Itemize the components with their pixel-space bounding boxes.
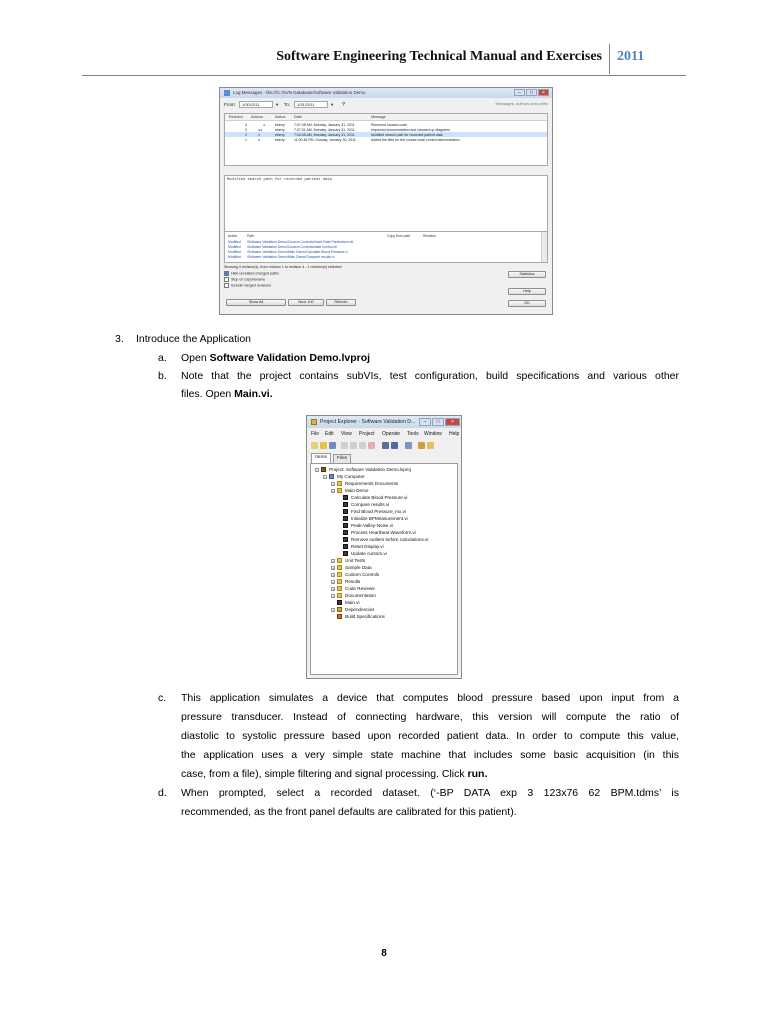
- tree-item-vi[interactable]: Main.vi: [331, 599, 360, 606]
- close-icon[interactable]: ×: [538, 89, 549, 96]
- from-date-picker[interactable]: 1/30/2011: [239, 101, 273, 108]
- header-separator: [609, 44, 610, 74]
- folder-icon: [337, 586, 342, 591]
- paths-header: Action Path Copy from path Revision: [228, 233, 437, 238]
- labview-icon: [311, 419, 317, 425]
- expand-icon: +: [332, 607, 335, 613]
- chevron-down-icon[interactable]: ▾: [276, 102, 279, 107]
- minimize-icon[interactable]: –: [419, 418, 431, 426]
- cut-icon[interactable]: [341, 442, 348, 449]
- vi-icon: [343, 530, 348, 535]
- tool-icon[interactable]: [418, 442, 425, 449]
- column-header[interactable]: Message: [371, 115, 386, 119]
- actions-icon: ●: [258, 132, 261, 137]
- menu-project[interactable]: Project: [359, 431, 375, 437]
- vi-icon: [343, 523, 348, 528]
- close-icon[interactable]: ×: [445, 418, 460, 426]
- substep-c-line: the application uses a very simple state machine that includes some basic acquisition (in this: [181, 749, 679, 761]
- expand-icon: +: [332, 558, 335, 564]
- log-window-titlebar: [220, 88, 552, 98]
- table-row[interactable]: 3 ●● ekerry 7:07:31 AM, Monday, January 31, 2011 Improved documentation and cleaned up diagrams: [245, 127, 450, 132]
- project-explorer-screenshot: [306, 415, 462, 679]
- save-icon[interactable]: [329, 442, 336, 449]
- actions-icon: ●: [263, 122, 266, 127]
- header-rule: [82, 75, 686, 76]
- build-icon: [337, 614, 342, 619]
- deploy-icon[interactable]: [391, 442, 398, 449]
- expand-icon: +: [332, 586, 335, 592]
- table-row[interactable]: 4 ● ekerry 7:07:45 AM, Monday, January 31, 2011 Removed unused code: [245, 122, 407, 127]
- table-row[interactable]: 1 ● ekerry 11:00:46 PM, Sunday, January 30, 2011 Added the files for the course code control demonstration: [245, 137, 460, 142]
- menu-help[interactable]: Help: [449, 431, 460, 437]
- substep-c-line: case, from a file), simple filtering and signal processing. Click run.: [181, 768, 488, 780]
- vi-icon: [343, 495, 348, 500]
- folder-icon: [337, 565, 342, 570]
- substep-d-line: When prompted, select a recorded dataset. (‘-BP DATA exp 3 123x76 62 BPM.tdms’ is: [181, 787, 679, 799]
- app-icon: [224, 90, 230, 96]
- tree-item-vi[interactable]: Remove outliers before calculations.vi: [341, 536, 428, 543]
- vi-icon: [343, 537, 348, 542]
- project-tree: [310, 463, 458, 675]
- view-icon[interactable]: [405, 442, 412, 449]
- project-window-titlebar: [307, 416, 461, 428]
- column-header[interactable]: Author: [275, 115, 286, 119]
- date-filter-bar: [224, 101, 548, 110]
- menu-operate[interactable]: Operate: [382, 431, 401, 437]
- hide-unrelated-checkbox[interactable]: Hide unrelated changed paths: [224, 271, 279, 276]
- substep-d-line: recommended, as the front panel defaults are calibrated for this patient).: [181, 806, 517, 818]
- tree-item-project[interactable]: − Project: Software Validation Demo.lvproj: [316, 467, 411, 473]
- dependencies-icon: [337, 607, 342, 612]
- menu-window[interactable]: Window: [424, 431, 442, 437]
- settings-icon[interactable]: [427, 442, 434, 449]
- substep-b-line: Note that the project contains subVIs, test configuration, build specifications and various other: [181, 370, 679, 382]
- revision-table: [224, 113, 548, 166]
- tree-item-folder[interactable]: − Main Demo: [332, 488, 369, 494]
- substep-c-line: pressure transducer. Instead of connecting hardware, this version will compute the ratio of: [181, 711, 679, 723]
- expand-icon: +: [332, 565, 335, 571]
- tree-item-vi[interactable]: Find Blood Pressure_mx.vi: [341, 508, 406, 515]
- expand-icon: +: [332, 593, 335, 599]
- from-label: From:: [224, 102, 236, 107]
- new-icon[interactable]: [311, 442, 318, 449]
- search-icon[interactable]: ⚲: [342, 101, 346, 106]
- ok-button[interactable]: OK: [508, 300, 546, 307]
- header-year: 2011: [617, 49, 645, 64]
- collapse-icon: −: [324, 474, 327, 480]
- copy-icon[interactable]: [350, 442, 357, 449]
- tree-item-folder[interactable]: + Code Reviews: [332, 586, 375, 592]
- substep-b-line: files. Open Main.vi.: [181, 388, 273, 400]
- column-header[interactable]: Revision: [229, 115, 243, 119]
- maximize-icon[interactable]: □: [526, 89, 537, 96]
- paths-scrollbar[interactable]: [541, 232, 547, 262]
- tree-item-vi[interactable]: Compare results.vi: [341, 501, 389, 508]
- tree-item-vi[interactable]: Peak-Valley-Noise.vi: [341, 522, 393, 529]
- tree-item-vi[interactable]: Process Heartbeat Waveform.vi: [341, 529, 416, 536]
- log-message-text: Modified search path for recorded patient data: [227, 178, 332, 182]
- include-merged-checkbox[interactable]: Include merged revisions: [224, 283, 271, 288]
- menu-edit[interactable]: Edit: [325, 431, 334, 437]
- window-controls: [514, 89, 550, 97]
- tree-item-vi[interactable]: Update cursors.vi: [341, 550, 387, 557]
- help-button[interactable]: Help: [508, 288, 546, 295]
- tree-item-folder[interactable]: + Unit Tests: [332, 558, 366, 564]
- menu-bar: [309, 431, 461, 439]
- page-number: 8: [381, 948, 387, 959]
- tree-item-folder[interactable]: + Sample Data: [332, 565, 372, 571]
- to-date-picker[interactable]: 1/31/2011: [294, 101, 328, 108]
- tree-item-folder[interactable]: + Requirements Documents: [332, 481, 399, 487]
- path-row[interactable]: Modified /Software Validation Demo/Custom Controls/Heart Rate Parameters.ctl: [228, 239, 354, 244]
- paste-icon[interactable]: [359, 442, 366, 449]
- maximize-icon[interactable]: □: [432, 418, 444, 426]
- refresh-button[interactable]: Refresh: [326, 299, 356, 306]
- open-icon[interactable]: [320, 442, 327, 449]
- statistics-button[interactable]: Statistics: [508, 271, 546, 278]
- project-icon: [321, 467, 326, 472]
- log-messages-screenshot: [219, 87, 553, 315]
- show-all-button[interactable]: Show All: [226, 299, 286, 306]
- substep-label: d.: [158, 787, 167, 799]
- vi-icon: [343, 516, 348, 521]
- minimize-icon[interactable]: –: [514, 89, 525, 96]
- collapse-icon: −: [316, 467, 319, 473]
- project-window-title: Project Explorer - Software Validation D...: [320, 419, 416, 425]
- changed-paths-table: [224, 231, 548, 263]
- computer-icon: [329, 474, 334, 479]
- log-message-textarea[interactable]: [224, 175, 548, 233]
- menu-tools[interactable]: Tools: [407, 431, 419, 437]
- menu-view[interactable]: View: [341, 431, 352, 437]
- tree-item-folder[interactable]: + Results: [332, 579, 361, 585]
- substep-label: a.: [158, 352, 167, 364]
- tab-files[interactable]: Files: [333, 454, 351, 463]
- path-row[interactable]: Modified /Software Validation Demo/Main Demo/Compare results.vi: [228, 254, 335, 259]
- toolbar: [309, 441, 459, 451]
- column-header[interactable]: Actions: [251, 115, 263, 119]
- substep-a: Open Software Validation Demo.lvproj: [181, 352, 371, 364]
- folder-icon: [337, 558, 342, 563]
- vi-icon: [343, 509, 348, 514]
- window-controls: [419, 418, 461, 426]
- tree-item-folder[interactable]: + Documentation: [332, 593, 376, 599]
- vi-icon: [337, 600, 342, 605]
- table-row-selected[interactable]: 2 ● ekerry 7:04:35 AM, Monday, January 31, 2011 Modified search path for recorded patient data: [225, 132, 547, 137]
- to-label: To:: [284, 102, 291, 107]
- stop-on-copy-checkbox[interactable]: Stop on copy/rename: [224, 277, 265, 282]
- column-header[interactable]: Date: [294, 115, 302, 119]
- header-title: Software Engineering Technical Manual and Exercises: [276, 49, 602, 64]
- tree-item-vi[interactable]: Reset Display.vi: [341, 543, 384, 550]
- folder-icon: [337, 481, 342, 486]
- substep-label: c.: [158, 692, 167, 704]
- delete-icon[interactable]: [368, 442, 375, 449]
- collapse-icon: −: [332, 488, 335, 494]
- vi-icon: [343, 544, 348, 549]
- step-number: 3.: [115, 333, 124, 345]
- expand-icon: +: [332, 572, 335, 578]
- explorer-tabs: [309, 454, 459, 463]
- next-100-button[interactable]: Next 100: [288, 299, 324, 306]
- search-input[interactable]: Messages, authors and paths: [495, 101, 548, 106]
- status-text: Showing 4 revision(s), from revision 1 to revision 4 - 1 revision(s) selected: [224, 265, 342, 269]
- expand-icon: +: [332, 481, 335, 487]
- expand-icon: +: [332, 579, 335, 585]
- path-row[interactable]: Modified /Software Validation Demo/Custom Controls/state control.ctl: [228, 244, 337, 249]
- chevron-down-icon[interactable]: ▾: [331, 102, 334, 107]
- tree-item-vi[interactable]: Initialize BPMeasurement.vi: [341, 515, 408, 522]
- tree-item-my-computer[interactable]: − My Computer: [324, 474, 365, 480]
- folder-icon: [337, 488, 342, 493]
- path-row[interactable]: Modified /Software Validation Demo/Main Demo/Calculate Blood Pressure.vi: [228, 249, 348, 254]
- menu-file[interactable]: File: [311, 431, 320, 437]
- substep-c-line: diastolic to systolic pressure based upon recorded patient data. In order to compute this value,: [181, 730, 679, 742]
- vi-icon: [343, 551, 348, 556]
- tree-item-folder[interactable]: + Custom Controls: [332, 572, 380, 578]
- vi-icon: [343, 502, 348, 507]
- build-icon[interactable]: [382, 442, 389, 449]
- folder-icon: [337, 593, 342, 598]
- tree-item-dependencies[interactable]: + Dependencies: [332, 607, 375, 613]
- revision-table-header: [225, 114, 547, 121]
- actions-icon: ●●: [258, 127, 263, 132]
- tree-item-build[interactable]: Build Specifications: [331, 613, 385, 620]
- folder-icon: [337, 572, 342, 577]
- tab-items[interactable]: Items: [311, 453, 331, 463]
- step-heading: Introduce the Application: [136, 333, 251, 345]
- log-window-title: Log Messages - file:///C:/SVN Database/Software Validation Demo: [233, 90, 366, 95]
- folder-icon: [337, 579, 342, 584]
- tree-item-vi[interactable]: Calculate Blood Pressure.vi: [341, 494, 407, 501]
- substep-label: b.: [158, 370, 167, 382]
- substep-c-line: This application simulates a device that computes blood pressure based upon input from a: [181, 692, 679, 704]
- actions-icon: ●: [258, 137, 261, 142]
